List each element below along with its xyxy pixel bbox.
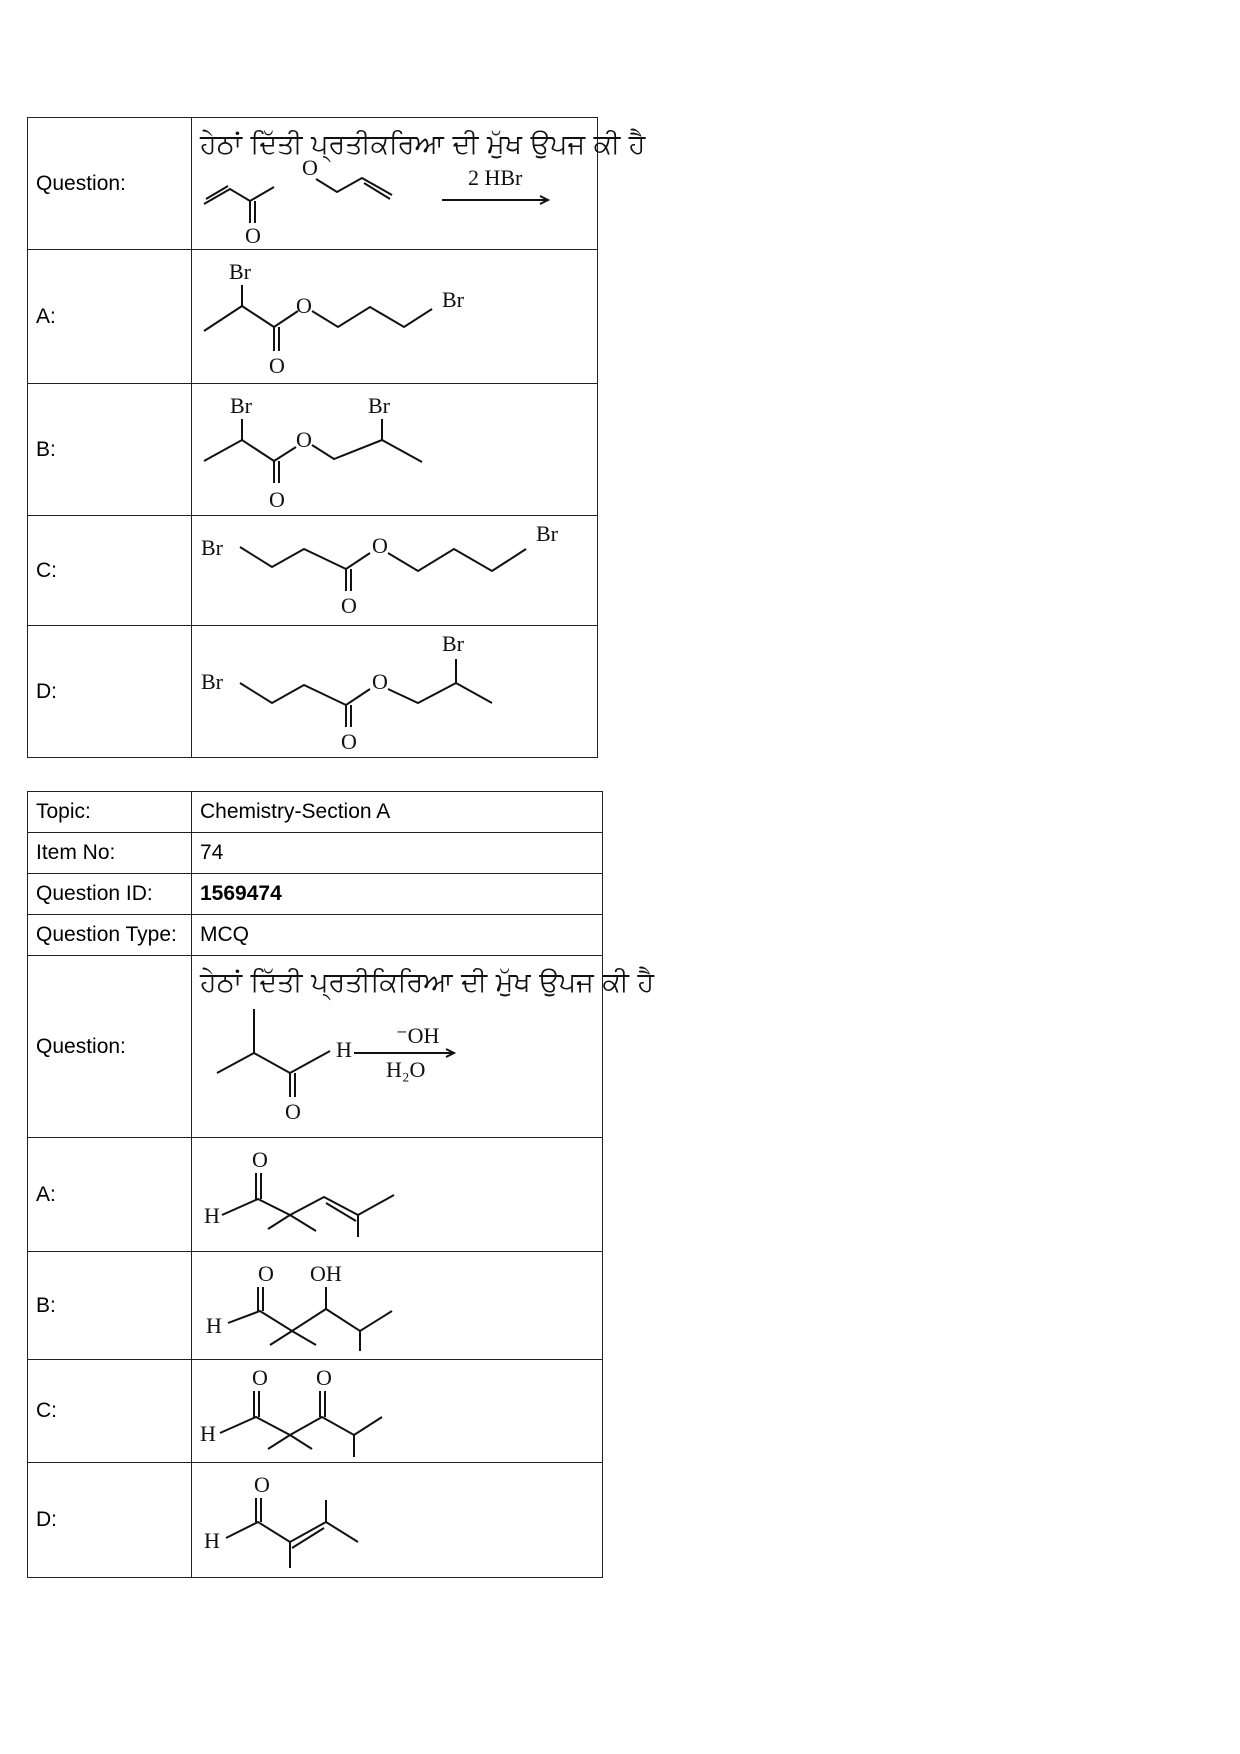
reaction-diagram [192, 119, 646, 249]
atom-label: O [285, 1098, 301, 1124]
question-label: Question: [28, 956, 192, 1138]
question-row [28, 956, 603, 1138]
option-structure[interactable] [192, 1252, 603, 1360]
option-label: A: [28, 1138, 192, 1252]
question-id-row [28, 874, 603, 915]
atom-label: O [258, 1260, 274, 1286]
option-structure[interactable] [192, 1360, 603, 1463]
option-row-a [28, 1138, 603, 1252]
topic-label: Topic: [28, 792, 192, 833]
atom-label: O [252, 1146, 268, 1172]
atom-label: Br [201, 668, 223, 694]
question-prompt: ਹੇਠਾਂ ਦਿੱਤੀ ਪ੍ਰਤੀਕਿਰਿਆ ਦੀ ਮੁੱਖ ਉਪਜ ਕੀ ਹੈ [200, 966, 655, 998]
option-row-a [28, 250, 598, 384]
option-row-d [28, 1463, 603, 1578]
molecule-diagram [192, 1139, 602, 1251]
atom-label: Br [201, 534, 223, 560]
option-label: B: [28, 1252, 192, 1360]
atom-label: OH [310, 1260, 342, 1286]
molecule-diagram [192, 1361, 602, 1462]
atom-label: Br [368, 392, 390, 418]
atom-label: O [372, 668, 388, 694]
atom-label: H [336, 1036, 352, 1062]
item-no-value: 74 [192, 833, 603, 874]
atom-label: O [302, 154, 318, 180]
atom-label: O [245, 222, 261, 248]
option-label: A: [28, 250, 192, 384]
item-no-row [28, 833, 603, 874]
question-id-label: Question ID: [28, 874, 192, 915]
atom-label: O [296, 426, 312, 452]
option-row-d [28, 626, 598, 758]
question-content [192, 118, 646, 250]
reagent-top: ⁻OH [396, 1022, 440, 1048]
topic-value: Chemistry-Section A [192, 792, 603, 833]
question-id-value: 1569474 [200, 882, 282, 905]
atom-label: Br [442, 630, 464, 656]
question-type-value: MCQ [192, 915, 603, 956]
molecule-diagram [192, 1464, 602, 1577]
option-structure[interactable] [192, 250, 598, 384]
option-label: D: [28, 1463, 192, 1578]
atom-label: O [252, 1364, 268, 1390]
molecule-diagram [192, 251, 597, 383]
question-id-cell [192, 874, 603, 915]
question-content [192, 956, 655, 1138]
atom-label: H [200, 1420, 216, 1446]
atom-label: O [316, 1364, 332, 1390]
atom-label: O [372, 532, 388, 558]
option-structure[interactable] [192, 1463, 603, 1578]
molecule-diagram [192, 627, 597, 757]
atom-label: Br [442, 286, 464, 312]
reagent-label: 2 HBr [468, 164, 523, 190]
option-structure[interactable] [192, 516, 598, 626]
option-row-b [28, 384, 598, 516]
molecule-diagram [192, 517, 597, 625]
option-row-c [28, 516, 598, 626]
atom-label: O [269, 486, 285, 512]
reagent-bottom: H₂O [386, 1056, 426, 1082]
atom-label: H [204, 1527, 220, 1553]
atom-label: Br [536, 520, 558, 546]
atom-label: O [269, 352, 285, 378]
atom-label: Br [229, 258, 251, 284]
option-structure[interactable] [192, 1138, 603, 1252]
atom-label: H [206, 1312, 222, 1338]
atom-label: O [296, 292, 312, 318]
option-row-b [28, 1252, 603, 1360]
atom-label: O [341, 728, 357, 754]
question-type-row [28, 915, 603, 956]
question-prompt: ਹੇਠਾਂ ਦਿੱਤੀ ਪ੍ਰਤੀਕਰਿਆ ਦੀ ਮੁੱਖ ਉਪਜ ਕੀ ਹੈ [200, 128, 646, 160]
option-label: D: [28, 626, 192, 758]
atom-label: H [204, 1202, 220, 1228]
option-row-c [28, 1360, 603, 1463]
molecule-diagram [192, 385, 597, 515]
question-table-2 [27, 791, 655, 1578]
atom-label: O [254, 1471, 270, 1497]
topic-row [28, 792, 603, 833]
molecule-diagram [192, 1253, 602, 1359]
atom-label: O [341, 592, 357, 618]
item-no-label: Item No: [28, 833, 192, 874]
question-row [28, 118, 598, 250]
option-label: C: [28, 516, 192, 626]
option-structure[interactable] [192, 626, 598, 758]
option-label: C: [28, 1360, 192, 1463]
atom-label: Br [230, 392, 252, 418]
question-table-1 [27, 117, 646, 758]
question-label: Question: [28, 118, 192, 250]
reaction-diagram [192, 957, 655, 1137]
option-label: B: [28, 384, 192, 516]
question-type-label: Question Type: [28, 915, 192, 956]
option-structure[interactable] [192, 384, 598, 516]
